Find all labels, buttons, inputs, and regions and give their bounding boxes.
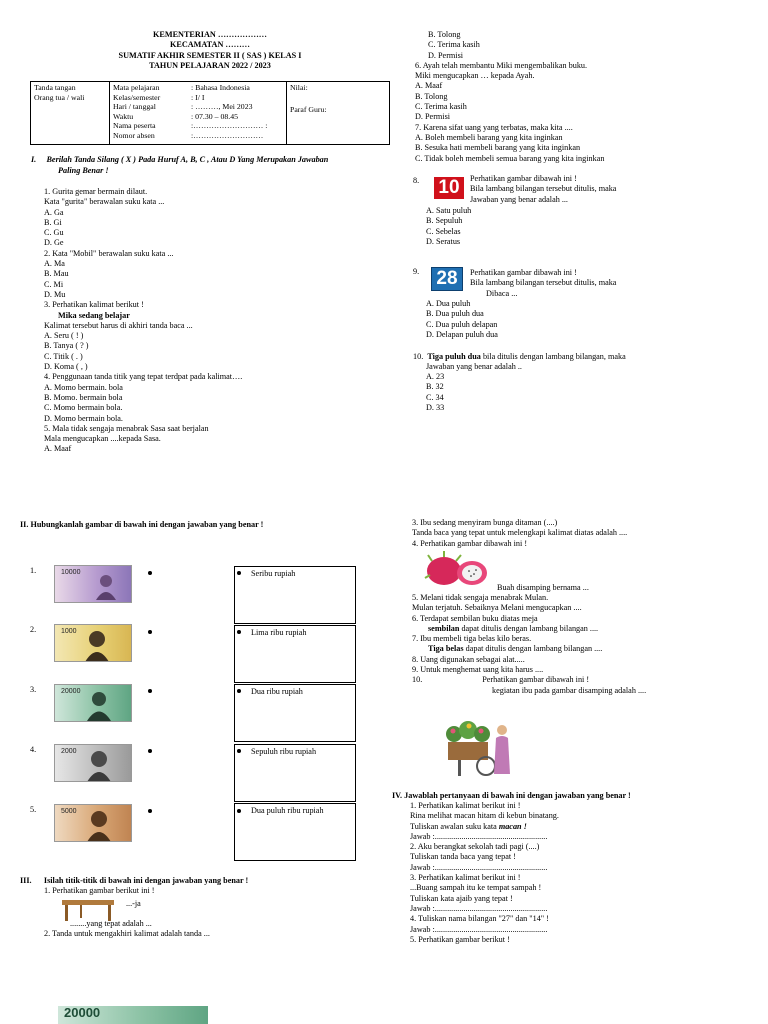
title-line: KEMENTERIAN ……………… <box>153 30 267 39</box>
option-line[interactable]: A. Seru ( ! ) <box>44 331 84 341</box>
title-line: SUMATIF AKHIR SEMESTER II ( SAS ) KELAS I <box>118 50 302 60</box>
section3-more-lines: 5. Melani tidak sengaja menabrak Mulan. Mulan terjatuh. Sebaiknya Melani mengucapkan .... 6. Terdapat sembilan buku diatas meja sembilan dapat ditulis dengan lambang bilangan .... 7. Ibu membeli tiga belas kilo beras. Tiga belas dapat ditulis dengan lambang bilangan .... 8. Uang digunakan sebagai alat..... 9. Untuk menghemat uang kita harus .... 10. Perhatikan gambar dibawah ini ! kegiatan ibu pada gambar disamping adalah .... <box>412 593 647 695</box>
section3-q4-answer: Buah disamping bernama ... <box>497 583 589 592</box>
option-line[interactable]: C. Mi <box>44 279 64 289</box>
section4-title: IV. Jawablah pertanyaan di bawah ini dengan jawaban yang benar ! <box>392 791 631 800</box>
option-line[interactable]: B. Dua puluh dua <box>426 309 484 319</box>
option-line[interactable]: D. Koma ( , ) <box>44 362 88 372</box>
option-line[interactable]: A. Boleh membeli barang yang kita inginkan <box>415 132 563 142</box>
title-line: KECAMATAN ……… <box>170 40 250 50</box>
question-9-number: 9. <box>413 267 420 276</box>
option-line[interactable]: B. Gi <box>44 217 62 227</box>
option-line[interactable]: B. Tanya ( ? ) <box>44 341 89 351</box>
option-line[interactable]: B. Sepuluh <box>426 216 463 226</box>
teacher-initial: Paraf Guru: <box>290 104 327 114</box>
question-line: 4. Penggunaan tanda titik yang tepat terdpat pada kalimat…. <box>44 372 243 382</box>
question-line: Miki mengucapkan … kepada Ayah. <box>415 71 535 81</box>
option-line[interactable]: C. Terima kasih <box>428 40 480 50</box>
exam-info-cell: Mata pelajaran : Bahasa Indonesia Kelas/semester : I/ I Hari / tanggal : ………, Mei 2023 Waktu : 07.30 – 08.45 Nama peserta :……………………… : Nomor absen :……………………… <box>110 82 287 145</box>
option-line[interactable]: B. Mau <box>44 269 69 279</box>
section1-instruction: I. Berilah Tanda Silang ( X ) Pada Huruf A, B, C , Atau D Yang Merupakan Jawaban <box>31 155 329 164</box>
parent-signature-cell[interactable]: Tanda tangan Orang tua / wali <box>31 82 110 145</box>
option-line[interactable]: C. 34 <box>426 392 444 402</box>
option-line[interactable]: D. Permisi <box>415 112 451 122</box>
option-line[interactable]: C. Tidak boleh membeli semua barang yang kita inginkan <box>415 153 605 163</box>
option-line[interactable]: D. Mu <box>44 289 66 299</box>
option-line[interactable]: D. Seratus <box>426 236 461 246</box>
section3-q1-line2: ........yang tepat adalah ... <box>70 919 152 928</box>
option-line[interactable]: D. Ge <box>44 238 64 248</box>
flower-seller-image <box>440 712 516 778</box>
section3-q2: 2. Tanda untuk mengakhiri kalimat adalah tanda ... <box>44 929 210 938</box>
option-line[interactable]: A. Ga <box>44 207 64 217</box>
option-line[interactable]: D. Permisi <box>428 50 464 60</box>
option-line[interactable]: A. Dua puluh <box>426 299 471 308</box>
match-answer-box[interactable]: Sepuluh ribu rupiah <box>234 744 356 802</box>
section3-q1: 1. Perhatikan gambar berikut ini ! <box>44 886 155 895</box>
option-line[interactable]: A. Maaf <box>44 444 72 454</box>
question-line: 6. Ayah telah membantu Miki mengembalikan buku. <box>415 60 588 70</box>
bottom-banknote-image: 20000 <box>58 1006 208 1024</box>
option-line[interactable]: B. Momo. bermain bola <box>44 392 123 402</box>
section1-left-questions <box>44 187 242 455</box>
answer-field[interactable]: Jawab :....................................................... <box>410 862 548 872</box>
match-answer-box[interactable]: Seribu rupiah <box>234 566 356 624</box>
student-name-field[interactable]: Nama peserta :……………………… : <box>113 121 268 131</box>
option-line[interactable]: A. Satu puluh <box>426 206 472 215</box>
option-line[interactable]: C. Titik ( . ) <box>44 351 83 361</box>
match-dot[interactable] <box>148 689 152 693</box>
option-line[interactable]: D. Delapan puluh dua <box>426 329 498 339</box>
option-line[interactable]: B. Tolong <box>415 91 448 101</box>
identity-table <box>30 81 390 145</box>
question-10-line2: Jawaban yang benar adalah .. <box>426 362 522 371</box>
question-line: 2. Kata "Mobil" berawalan suku kata ... <box>44 248 174 258</box>
match-number: 5. <box>30 805 37 814</box>
question-line: Mala mengucapkan ....kepada Sasa. <box>44 434 161 444</box>
match-number: 2. <box>30 625 37 634</box>
question-line: Kalimat tersebut harus di akhiri tanda baca ... <box>44 320 193 330</box>
number-28-image: 28 <box>431 267 463 291</box>
match-number: 4. <box>30 745 37 754</box>
banknote-image: 5000 <box>54 804 132 842</box>
option-line[interactable]: B. 32 <box>426 382 444 392</box>
section3-q1-blank[interactable]: ...-ja <box>126 899 141 908</box>
banknote-image: 10000 <box>54 565 132 603</box>
question-line: Kata "gurita" berawalan suku kata ... <box>44 197 165 207</box>
match-answer-box[interactable]: Dua ribu rupiah <box>234 684 356 742</box>
section3-title: III. Isilah titik-titik di bawah ini dengan jawaban yang benar ! <box>20 876 249 885</box>
question-line: 1. Gurita gemar bermain dilaut. <box>44 187 148 196</box>
match-dot[interactable] <box>148 809 152 813</box>
option-line[interactable]: B. Tolong <box>428 30 461 39</box>
question-8-options <box>426 206 471 247</box>
section2-title: II. Hubungkanlah gambar di bawah ini dengan jawaban yang benar ! <box>20 520 264 529</box>
section1-instruction-2: Paling Benar ! <box>58 166 109 175</box>
option-line[interactable]: C. Terima kasih <box>415 102 467 112</box>
match-dot[interactable] <box>148 749 152 753</box>
question-line: 5. Mala tidak sengaja menabrak Sasa saat berjalan <box>44 423 209 433</box>
section1-right-questions <box>415 30 604 164</box>
portrait-icon <box>85 748 113 782</box>
question-line: 3. Perhatikan kalimat berikut ! <box>44 300 144 310</box>
match-answer-box[interactable]: Dua puluh ribu rupiah <box>234 803 356 861</box>
question-sentence: Mika sedang belajar <box>58 310 130 320</box>
match-dot[interactable] <box>148 571 152 575</box>
match-answer-box[interactable]: Lima ribu rupiah <box>234 625 356 683</box>
question-10-options <box>426 372 444 413</box>
question-9-text: Perhatikan gambar dibawah ini ! Bila lambang bilangan tersebut ditulis, maka Dibaca ... <box>470 268 617 298</box>
answer-field[interactable]: Jawab :....................................................... <box>410 831 548 841</box>
section3-right-lines: 3. Ibu sedang menyiram bunga ditaman (....) Tanda baca yang tepat untuk melengkapi kalimat diatas adalah .... 4. Perhatikan gambar dibawah ini ! <box>412 518 628 548</box>
question-9-options <box>426 299 498 340</box>
option-line[interactable]: D. Momo bermain bola. <box>44 413 123 423</box>
banknote-image: 2000 <box>54 744 132 782</box>
exam-title <box>60 30 360 71</box>
option-line[interactable]: C. Dua puluh delapan <box>426 319 498 329</box>
option-line[interactable]: C. Gu <box>44 228 64 238</box>
option-line[interactable]: A. Maaf <box>415 81 443 91</box>
question-10-text: 10. Tiga puluh dua bila ditulis dengan lambang bilangan, maka <box>413 352 626 361</box>
portrait-icon <box>93 572 119 600</box>
portrait-icon <box>83 628 111 662</box>
option-line[interactable]: A. Ma <box>44 259 65 269</box>
question-line: 7. Karena sifat uang yang terbatas, maka kita .... <box>415 122 573 132</box>
match-number: 3. <box>30 685 37 694</box>
match-number: 1. <box>30 566 37 575</box>
option-line[interactable]: C. Momo bermain bola. <box>44 403 123 413</box>
banknote-image: 1000 <box>54 624 132 662</box>
option-line[interactable]: A. Momo bermain. bola <box>44 382 123 392</box>
answer-field[interactable]: Jawab :....................................................... <box>410 924 548 934</box>
title-line: TAHUN PELAJARAN 2022 / 2023 <box>149 60 271 70</box>
number-10-image: 10 <box>434 177 464 199</box>
option-line[interactable]: A. 23 <box>426 372 445 381</box>
question-8-number: 8. <box>413 176 420 185</box>
dragon-fruit-image <box>424 549 490 587</box>
option-line[interactable]: D. 33 <box>426 402 445 412</box>
option-line[interactable]: B. Sesuka hati membeli barang yang kita inginkan <box>415 143 581 153</box>
absent-number-field[interactable]: Nomor absen :……………………… <box>113 130 264 140</box>
banknote-image: 20000 <box>54 684 132 722</box>
score-cell[interactable]: Nilai: Paraf Guru: <box>287 82 390 145</box>
match-dot[interactable] <box>148 630 152 634</box>
section4-questions: 1. Perhatikan kalimat berikut ini ! Rina melihat macan hitam di kebun binatang. Tuliskan awalan suku kata macan ! Jawab :....................................................... 2. Aku berangkat sekolah tadi pagi (....) Tuliskan tanda baca yang tepat ! Jawab :....................................................... 3. Perhatikan kalimat berikut ini ! ...Buang sampah itu ke tempat sampah ! Tuliskan kata ajaib yang tepat ! Jawab :....................................................... 4. Tuliskan nama bilangan "27" dan "14" ! Jawab :....................................................... 5. Perhatikan gambar berikut ! <box>410 801 559 944</box>
portrait-icon <box>85 689 113 721</box>
portrait-icon <box>85 808 113 842</box>
question-8-text: Perhatikan gambar dibawah ini ! Bila lambang bilangan tersebut ditulis, maka Jawaban yang benar adalah ... <box>470 174 617 204</box>
option-line[interactable]: C. Sebelas <box>426 226 461 236</box>
answer-field[interactable]: Jawab :....................................................... <box>410 903 548 913</box>
